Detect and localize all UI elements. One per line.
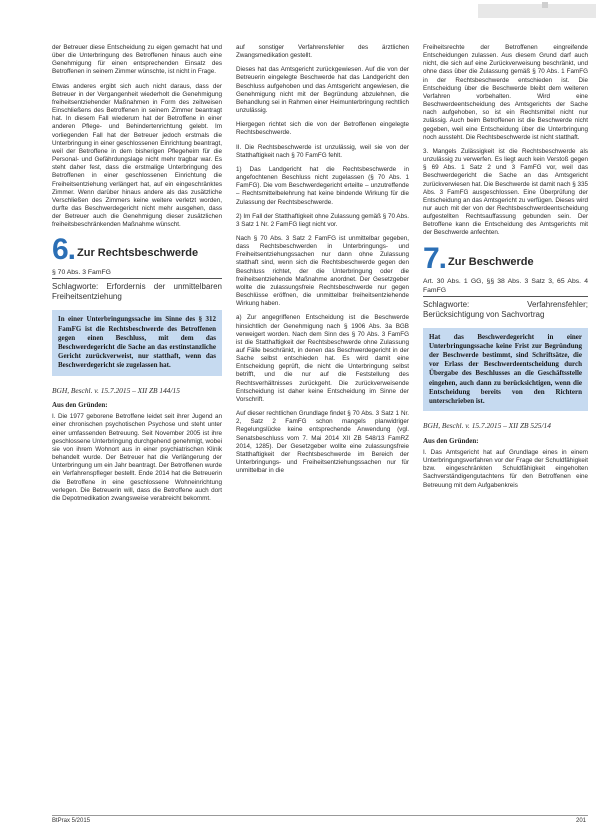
page-number: 201 <box>575 818 586 824</box>
column-2 <box>236 44 409 481</box>
col1-top-text: der Betreuer diese Entscheidung zu eigen gemacht hat und über die Unterbringung des Betroffenen hinaus auch eine Genehmigung für einen entsprechenden Einsatz des Betroffenen in seinem Zimmer wünschte, ist nicht in Frage. <box>52 44 222 76</box>
section-heading-6 <box>52 235 222 265</box>
headnote-box: Hat das Beschwerdegericht in einer Unterbringungssache keine Frist zur Begründung der Beschwerde bestimmt, sind Schriftsätze, die vor Erlass der Beschwerdeentscheidung durch Übergabe des Beschlusses an die Geschäftsstelle eingehen, auch dann zu berücksichtigen, wenn die Entscheidung bereits von den Richtern unterschrieben ist. <box>423 328 588 412</box>
header-band <box>478 4 596 18</box>
col2-paragraph-1: auf sonstiger Verfahrensfehler des ärztlichen Zwangsmedikation gestellt. <box>236 44 409 60</box>
paragraph-reference: § 70 Abs. 3 FamFG <box>52 268 222 279</box>
section-number: 7. <box>423 241 447 275</box>
section-title: Zur Beschwerde <box>448 255 534 268</box>
column-3 <box>423 44 588 496</box>
court-citation: BGH, Beschl. v. 15.7.2015 – XII ZB 144/15 <box>52 385 180 395</box>
col3-paragraph-2: 3. Mangels Zulässigkeit ist die Rechtsbeschwerde als unzulässig zu verwerfen. Es liegt auch kein Verstoß gegen § 69 Abs. 1 Satz 2 und 3 FamFG vor, weil das Beschwerdegericht die Sache an das Amtsgericht zurückverwiesen hat. Die Beschwerde ist damit nach § 335 Abs. 3 FamFG ausgeschlossen. Eine Überprüfung der Entscheidung an das Amtsgericht zu verfügen. Dieses wird nur auch mit der von der Rechtsbeschwerdeentscheidung aufgestellten Rechtsauffassung gebunden sein. Der Betroffene kann die Entscheidung des Amtsgerichts mit der Beschwerde anfechten. <box>423 147 588 237</box>
col2-paragraph-5: 1) Das Landgericht hat die Rechtsbeschwerde in angefochtenen Beschluss nicht zugelassen (§ 70 Abs. 1 FamFG). Die vom Beschwerdegericht erteilte – unzutreffende – Rechtsmittelbelehrung hat keine bindende Wirkung für die Zulassung der Rechtsbeschwerde. <box>236 165 409 206</box>
footer-rule <box>52 815 588 816</box>
section-number: 6. <box>52 233 76 267</box>
col1-paragraph-2: Etwas anderes ergibt sich auch nicht daraus, dass der Betreuer in der Vergangenheit wiederholt die Genehmigung freiheitsentziehender Maßnahmen in Form des zeitweisen Einschließens des Betroffenen in seinem Zimmer beantragt hat. In diesem Fall wiederum hat der Betroffene in einer anderen Pflege- und Behindertenrichtung gelebt. Im vorliegenden Fall hat der Betreuer jedoch erstmals die Unterbringung in einer geschlossenen Einrichtung beantragt, weil der Betroffene in dem bisherigen Pflegeheim für die Personal- und Gefährdungslage nicht mehr tragbar war. Es steht daher fest, dass die erstmalige Unterbringung des Betroffenen in einer geschlossenen Einrichtung die Freiheitsentziehung verlängert hat, auf ein eingeschränktes Zimmer. Wenn darüber hinaus andere als das zusätzliche Verschließen des Zimmers keine weitere verletzt worden, durfte das Beschwerdegericht nicht mehr ausgehen, dass der Betreuer auch die Genehmigung dieser zusätzlichen freiheitsbeschränkenden Maßnahme wünscht. <box>52 82 222 229</box>
section-title: Zur Rechtsbeschwerde <box>77 247 199 260</box>
section-heading-7 <box>423 241 588 275</box>
court-citation: BGH, Beschl. v. 15.7.2015 – XII ZB 525/14 <box>423 421 551 431</box>
col2-paragraph-6: 2) Im Fall der Statthaftigkeit ohne Zulassung gemäß § 70 Abs. 3 Satz 1 Nr. 2 FamFG liegt nicht vor. <box>236 212 409 228</box>
keywords: Schlagworte: Erfordernis der unmittelbaren Freiheitsentziehung <box>52 282 222 302</box>
col2-paragraph-4: II. Die Rechtsbeschwerde ist unzulässig, weil sie von der Statthaftigkeit nach § 70 FamFG fehlt. <box>236 143 409 159</box>
col3-paragraph-1: Freiheitsrechte der Betroffenen eingreifende Entscheidungen zulassen. Aus diesem Grund darf auch nicht, die sich auf eine Zurückverweisung beschränkt, und ohne dass über die Zulassung gemäß § 70 Abs. 1 FamFG in der Rechtsbeschwerde entschieden ist. Die Entscheidung über die Beschwerde bleibt dem weiteren Verfahren vorbehalten. Wird eine Beschwerdeentscheidung des Amtsgerichts der Sache nach aufgehoben, so ist ein Rechtsmittel nicht nur zulässig. Auch beim Betroffenen ist die Beschwerde nicht gegeben, weil eine Entscheidung über die Unterbringung noch aussteht. Die Rechtsbeschwerde ist nicht statthaft. <box>423 44 588 141</box>
reasons-text: I. Das Amtsgericht hat auf Grundlage eines in einem Unterbringungsverfahren vor der Frage der Schuldfähigkeit bzw. eingeschränkten Schuldfähigkeit eingeholten Sachverständigengutachtens für den Betroffenen eine Betreuung mit dem Aufgabenkreis <box>423 448 588 489</box>
col2-paragraph-9: Auf dieser rechtlichen Grundlage findet § 70 Abs. 3 Satz 1 Nr. 2, Satz 2 FamFG schon mangels planwidriger Regelungslücke keine entsprechende Anwendung (vgl. Senatsbeschluss vom 7. Mai 2014 XII ZB 548/13 FamRZ 2014, 1285). Der Gesetzgeber wollte eine zulassungsfreie Statthaftigkeit der Rechtsbeschwerde im Bereich der Unterbringungs- und Freiheitsentziehungssachen nur für unmittelbar in die <box>236 410 409 475</box>
col2-paragraph-3: Hiergegen richtet sich die von der Betroffenen eingelegte Rechtsbeschwerde. <box>236 121 409 137</box>
col2-paragraph-2: Dieses hat das Amtsgericht zurückgewiesen. Auf die von der Betreuerin eingelegte Beschwerde hat das Landgericht den Beschluss aufgehoben und das Amtsgericht angewiesen, die Genehmigung nicht mit der Begründung abzulehnen, die Behandlung sei in Rahmen einer Heimunterbringung rechtlich unzulässig. <box>236 66 409 115</box>
header-mark <box>542 2 548 8</box>
col2-paragraph-8: a) Zur angegriffenen Entscheidung ist die Beschwerde hinsichtlich der Genehmigung nach § 1906 Abs. 3a BGB verweigert worden. Nach dem Sinn des § 70 Abs. 3 FamFG ist die Statthaftigkeit der Rechtsbeschwerde ohne Zulassung auf Fälle beschränkt, in denen das Beschwerdegericht in der Sache selbst entschieden hat. Es wird damit eine Entscheidung geprüft, die nicht die Unterbringung selbst betrifft, und die nur auf die Feststellung des Rechtsverhältnisses zurückgeht. Die zurückverweisende Entscheidung ist daher keine Entscheidung im Sinne der Vorschrift. <box>236 314 409 403</box>
footer-journal: BtPrax 5/2015 <box>52 818 91 824</box>
keywords: Schlagworte: Verfahrensfehler; Berücksichtigung von Sachvortrag <box>423 299 588 319</box>
paragraph-reference: Art. 30 Abs. 1 GG, §§ 38 Abs. 3 Satz 3, 65 Abs. 4 FamFG <box>423 277 588 297</box>
column-1 <box>52 44 222 509</box>
reasons-text: I. Die 1977 geborene Betroffene leidet seit ihrer Jugend an einer chronischen psychotischen Psychose und steht unter einer umfassenden Betreuung. Seit November 2005 ist ihre geschlossene Unterbringung durchgehend genehmigt, wobei sie von ihrem Wohnort aus in einer psychiatrischen Klinik behandelt wurde. Der Betreuer hat die Verlängerung der Unterbringung um ein Jahr beantragt. Der Betroffenen wurde ein Verfahrenspfleger bestellt. Ende 2014 hat die Betreuerin die Betroffene in eine geschlossene Wohneinrichtung verlegen. Die Betreuerin will, dass die Betroffene auch dort die Depotmedikation zwangsweise verabreicht bekommt. <box>52 413 222 502</box>
reasons-heading: Aus den Gründen: <box>423 436 479 445</box>
reasons-heading: Aus den Gründen: <box>52 401 108 410</box>
headnote-box: In einer Unterbringungssache im Sinne des § 312 FamFG ist die Rechtsbeschwerde des Betroffenen gegen einen Beschluss, mit dem das Beschwerdegericht die Sache an das erstinstanzliche Gericht zurückverweist, nur statthaft, wenn das Beschwerdegericht sie zugelassen hat. <box>52 310 222 375</box>
col2-paragraph-7: Nach § 70 Abs. 3 Satz 2 FamFG ist unmittelbar gegeben, dass Rechtsbeschwerden in Unterbringungs- und Freiheitsentziehungssachen nur dann ohne Zulassung statthaft sind, wenn sich die Rechtsbeschwerde gegen den Beschluss richtet, der die Unterbringung oder die freiheitsentziehende Maßnahme anordnet. Der Gesetzgeber wollte die zulassungsfreie Rechtsbeschwerde nur gegen Beschlüsse eröffnen, die unmittelbar freiheitsentziehende Wirkung haben. <box>236 234 409 308</box>
